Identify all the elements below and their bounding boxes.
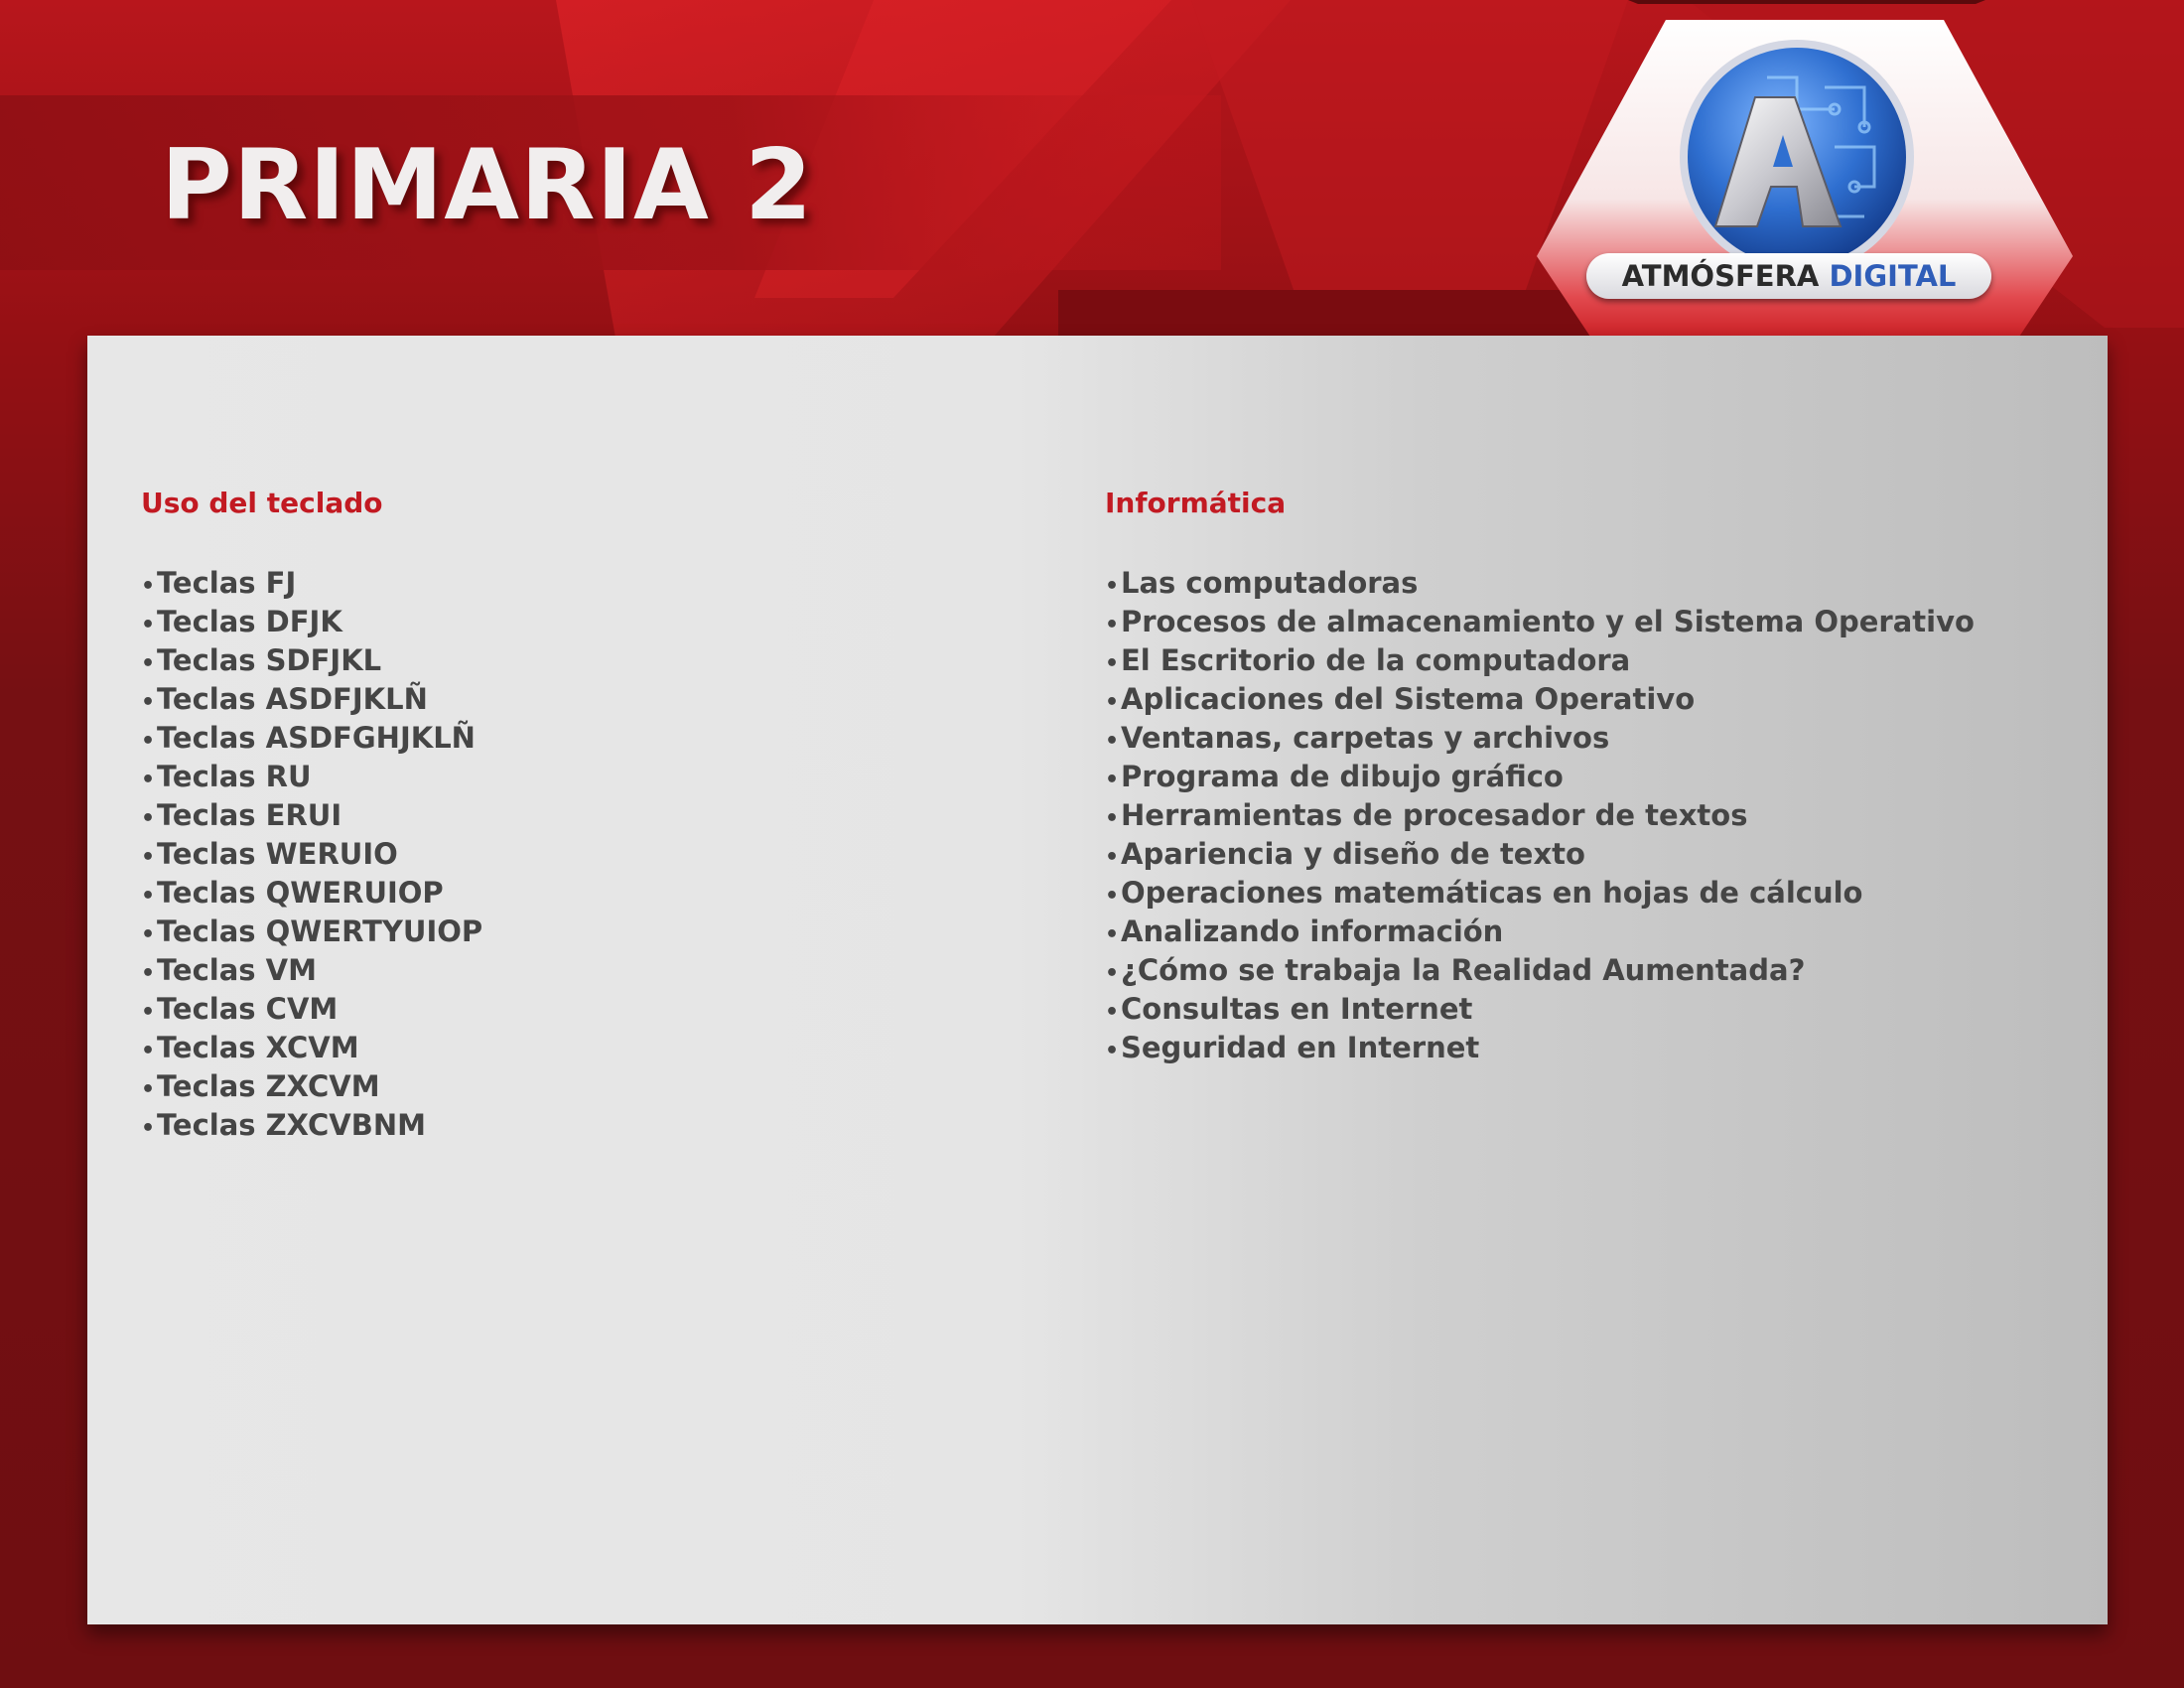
bullet-icon: • [1105, 1039, 1120, 1063]
list-item [1105, 564, 2058, 603]
bullet-icon: • [141, 729, 156, 754]
list-item [1105, 835, 2058, 874]
list-item-label: Teclas SDFJKL [157, 643, 382, 677]
list-item [141, 874, 1034, 913]
list-item-label: ¿Cómo se trabaja la Realidad Aumentada? [1121, 953, 1806, 987]
column-informatics [1105, 485, 2058, 1067]
list-item [1105, 913, 2058, 951]
list-item-label: Teclas FJ [157, 566, 297, 600]
bullet-icon: • [1105, 574, 1120, 599]
column-keyboard [141, 485, 1034, 1145]
list-item-label: Procesos de almacenamiento y el Sistema Operativo [1121, 605, 1975, 638]
list-item [141, 758, 1034, 796]
bullet-icon: • [1105, 613, 1120, 637]
list-item [141, 796, 1034, 835]
list-item [141, 1067, 1034, 1106]
list-item-label: Teclas XCVM [157, 1031, 359, 1064]
bullet-icon: • [141, 690, 156, 715]
bullet-icon: • [141, 1000, 156, 1025]
list-item-label: Teclas QWERUIOP [157, 876, 444, 910]
list-item-label: Programa de dibujo gráfico [1121, 760, 1564, 793]
list-item-label: Teclas ZXCVM [157, 1069, 380, 1103]
list-item [141, 719, 1034, 758]
list-item-label: Teclas RU [157, 760, 312, 793]
list-item [141, 835, 1034, 874]
list-item [1105, 874, 2058, 913]
bullet-icon: • [141, 845, 156, 870]
brand-name [1586, 253, 1991, 299]
list-item [141, 603, 1034, 641]
list-item [141, 1029, 1034, 1067]
bullet-icon: • [1105, 845, 1120, 870]
list-item [141, 680, 1034, 719]
list-item [141, 641, 1034, 680]
list-item-label: Teclas WERUIO [157, 837, 398, 871]
list-item [141, 1106, 1034, 1145]
list-item-label: El Escritorio de la computadora [1121, 643, 1631, 677]
bullet-icon: • [141, 1077, 156, 1102]
bullet-icon: • [1105, 729, 1120, 754]
list-item-label: Analizando información [1121, 914, 1504, 948]
list-item-label: Teclas CVM [157, 992, 339, 1026]
list-item-label: Apariencia y diseño de texto [1121, 837, 1585, 871]
bullet-icon: • [141, 922, 156, 947]
list-item-label: Operaciones matemáticas en hojas de cálculo [1121, 876, 1863, 910]
bullet-icon: • [1105, 806, 1120, 831]
list-item [141, 564, 1034, 603]
brand-name-part2: DIGITAL [1829, 259, 1957, 293]
list-item-label: Teclas ERUI [157, 798, 342, 832]
list-item [1105, 1029, 2058, 1067]
list-item-label: Herramientas de procesador de textos [1121, 798, 1748, 832]
list-item-label: Teclas ZXCVBNM [157, 1108, 426, 1142]
list-item [1105, 951, 2058, 990]
bullet-icon: • [141, 806, 156, 831]
list-item [141, 951, 1034, 990]
bullet-icon: • [141, 768, 156, 792]
list-item [1105, 603, 2058, 641]
list-item [1105, 641, 2058, 680]
bullet-icon: • [141, 651, 156, 676]
list-item-label: Teclas VM [157, 953, 317, 987]
bullet-icon: • [141, 1116, 156, 1141]
list-item [1105, 990, 2058, 1029]
list-item-label: Teclas ASDFGHJKLÑ [157, 721, 476, 755]
bullet-icon: • [141, 613, 156, 637]
list-item [1105, 719, 2058, 758]
bullet-icon: • [1105, 1000, 1120, 1025]
list-item-label: Teclas QWERTYUIOP [157, 914, 483, 948]
list-item-label: Ventanas, carpetas y archivos [1121, 721, 1610, 755]
list-item-label: Seguridad en Internet [1121, 1031, 1480, 1064]
column-heading: Informática [1105, 487, 1287, 519]
bullet-icon: • [1105, 690, 1120, 715]
list-item [1105, 758, 2058, 796]
list-item-label: Teclas DFJK [157, 605, 342, 638]
list-item [1105, 680, 2058, 719]
bullet-icon: • [1105, 884, 1120, 909]
logo-emblem [1537, 18, 2073, 355]
list-item [141, 990, 1034, 1029]
bullet-icon: • [141, 1039, 156, 1063]
column-heading: Uso del teclado [141, 487, 383, 519]
bullet-icon: • [141, 574, 156, 599]
list-item [141, 913, 1034, 951]
bullet-icon: • [1105, 768, 1120, 792]
bullet-icon: • [141, 961, 156, 986]
topic-list [1105, 564, 2058, 1067]
content-panel [87, 336, 2108, 1624]
bullet-icon: • [1105, 922, 1120, 947]
list-item-label: Teclas ASDFJKLÑ [157, 682, 428, 716]
list-item-label: Las computadoras [1121, 566, 1419, 600]
bullet-icon: • [141, 884, 156, 909]
list-item-label: Consultas en Internet [1121, 992, 1473, 1026]
bullet-icon: • [1105, 651, 1120, 676]
topic-list [141, 564, 1034, 1145]
brand-name-part1: ATMÓSFERA [1621, 259, 1820, 293]
list-item-label: Aplicaciones del Sistema Operativo [1121, 682, 1696, 716]
bullet-icon: • [1105, 961, 1120, 986]
page-title: PRIMARIA 2 [161, 129, 814, 242]
list-item [1105, 796, 2058, 835]
